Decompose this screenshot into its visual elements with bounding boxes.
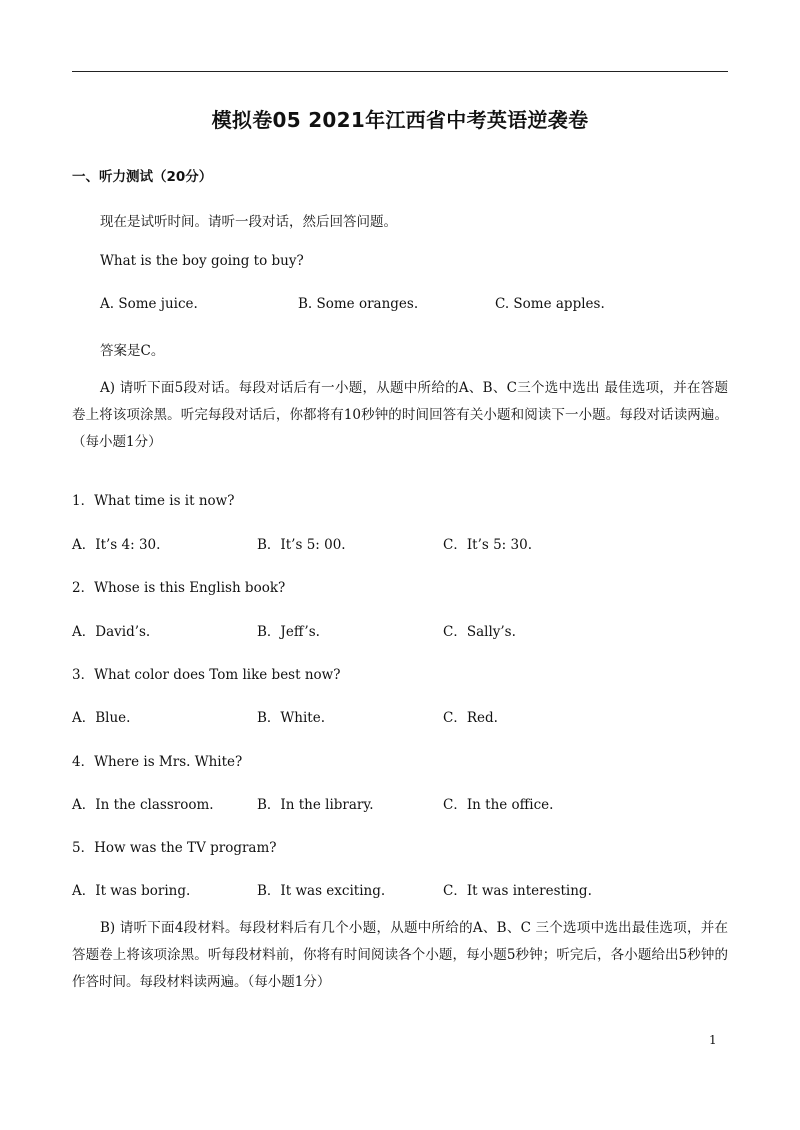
part-a-instructions: A) 请听下面5段对话。每段对话后有一小题，从题中所给的A、B、C三个选中选出 最佳选项，并在答题卷上将该项涂黑。听完每段对话后，你都将有10秒钟的时间回答有关小题和阅读下一小题。每段对话读两遍。（每小题1分） [72, 380, 728, 450]
trial-option-a: A. Some juice. [100, 296, 198, 312]
trial-option-c: C. Some apples. [495, 296, 605, 312]
question-3-option-a: A．Blue. [72, 710, 131, 726]
question-4-option-c: C．In the office. [443, 797, 554, 813]
question-5-option-c: C．It was interesting. [443, 883, 592, 899]
trial-option-b: B. Some oranges. [298, 296, 419, 312]
trial-intro: 现在是试听时间。请听一段对话，然后回答问题。 [100, 214, 397, 230]
question-1: 1．What time is it now? [72, 493, 235, 509]
trial-question: What is the boy going to buy? [100, 253, 304, 269]
question-3-option-c: C．Red. [443, 710, 498, 726]
question-4-option-b: B．In the library. [257, 797, 374, 813]
part-b-instructions: B) 请听下面4段材料。每段材料后有几个小题，从题中所给的A、B、C 三个选项中选出最佳选项，并在答题卷上将该项涂黑。听每段材料前，你将有时间阅读各个小题，每小题5秒钟；听完后，各小题给出5秒钟的作答时间。每段材料读两遍。（每小题1分） [72, 920, 728, 990]
question-5: 5．How was the TV program? [72, 840, 277, 856]
question-5-option-b: B．It was exciting. [257, 883, 386, 899]
question-3-option-b: B．White. [257, 710, 326, 726]
question-2-option-c: C．Sally’s. [443, 624, 516, 640]
section-heading-listening: 一、听力测试（20分） [72, 169, 213, 185]
trial-answer: 答案是C。 [100, 343, 165, 359]
question-1-option-a: A．It’s 4: 30. [72, 537, 161, 553]
question-2: 2．Whose is this English book? [72, 580, 286, 596]
question-1-option-c: C．It’s 5: 30. [443, 537, 532, 553]
question-4-option-a: A．In the classroom. [72, 797, 214, 813]
question-5-option-a: A．It was boring. [72, 883, 191, 899]
question-1-option-b: B．It’s 5: 00. [257, 537, 346, 553]
page-number: 1 [709, 1033, 717, 1047]
question-3: 3．What color does Tom like best now? [72, 667, 341, 683]
question-2-option-b: B．Jeff’s. [257, 624, 320, 640]
question-4: 4．Where is Mrs. White? [72, 754, 243, 770]
page-title: 模拟卷05 2021年江西省中考英语逆袭卷 [211, 108, 589, 132]
question-2-option-a: A．David’s. [72, 624, 151, 640]
header-rule [72, 71, 728, 72]
